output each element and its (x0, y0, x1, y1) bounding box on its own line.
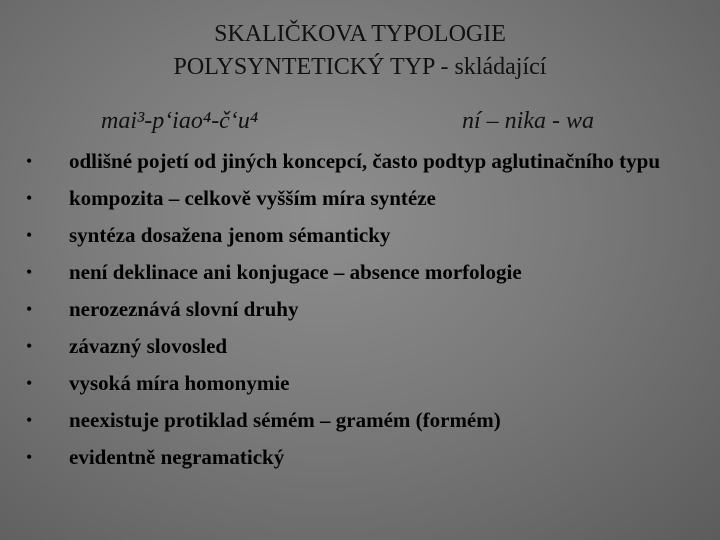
bullet-text: evidentně negramatický (69, 445, 285, 469)
bullet-marker: • (26, 410, 33, 430)
bullet-list (26, 146, 696, 479)
bullet-item (26, 183, 696, 213)
bullet-item (26, 257, 696, 287)
example-compound: ní – nika - wa (462, 108, 594, 134)
bullet-text: nerozeznává slovní druhy (69, 297, 299, 321)
title-line-2: POLYSYNTETICKÝ TYP - skládající (173, 54, 547, 80)
bullet-item (26, 220, 696, 250)
bullet-text: není deklinace ani konjugace – absence morfologie (69, 260, 522, 284)
bullet-marker: • (26, 225, 33, 245)
bullet-item (26, 405, 696, 435)
bullet-item (26, 331, 696, 361)
bullet-marker: • (26, 299, 33, 319)
title-line-1: SKALIČKOVA TYPOLOGIE (214, 21, 506, 47)
bullet-marker: • (26, 447, 33, 467)
bullet-marker: • (26, 373, 33, 393)
bullet-item (26, 294, 696, 324)
bullet-item (26, 442, 696, 472)
bullet-text: odlišné pojetí od jiných koncepcí, často podtyp aglutinačního typu (69, 149, 661, 173)
bullet-item (26, 368, 696, 398)
bullet-marker: • (26, 188, 33, 208)
bullet-marker: • (26, 336, 33, 356)
bullet-text: neexistuje protiklad sémém – gramém (formém) (69, 408, 501, 432)
bullet-marker: • (26, 262, 33, 282)
example-row (0, 108, 720, 140)
slide-title (0, 18, 720, 84)
bullet-text: závazný slovosled (69, 334, 228, 358)
bullet-text: kompozita – celkově vyšším míra syntéze (69, 186, 436, 210)
example-chinese: mai³-p‘iao⁴-č‘u⁴ (101, 108, 259, 134)
bullet-marker: • (26, 151, 33, 171)
bullet-item (26, 146, 696, 176)
bullet-text: syntéza dosažena jenom sémanticky (69, 223, 391, 247)
bullet-text: vysoká míra homonymie (69, 371, 290, 395)
